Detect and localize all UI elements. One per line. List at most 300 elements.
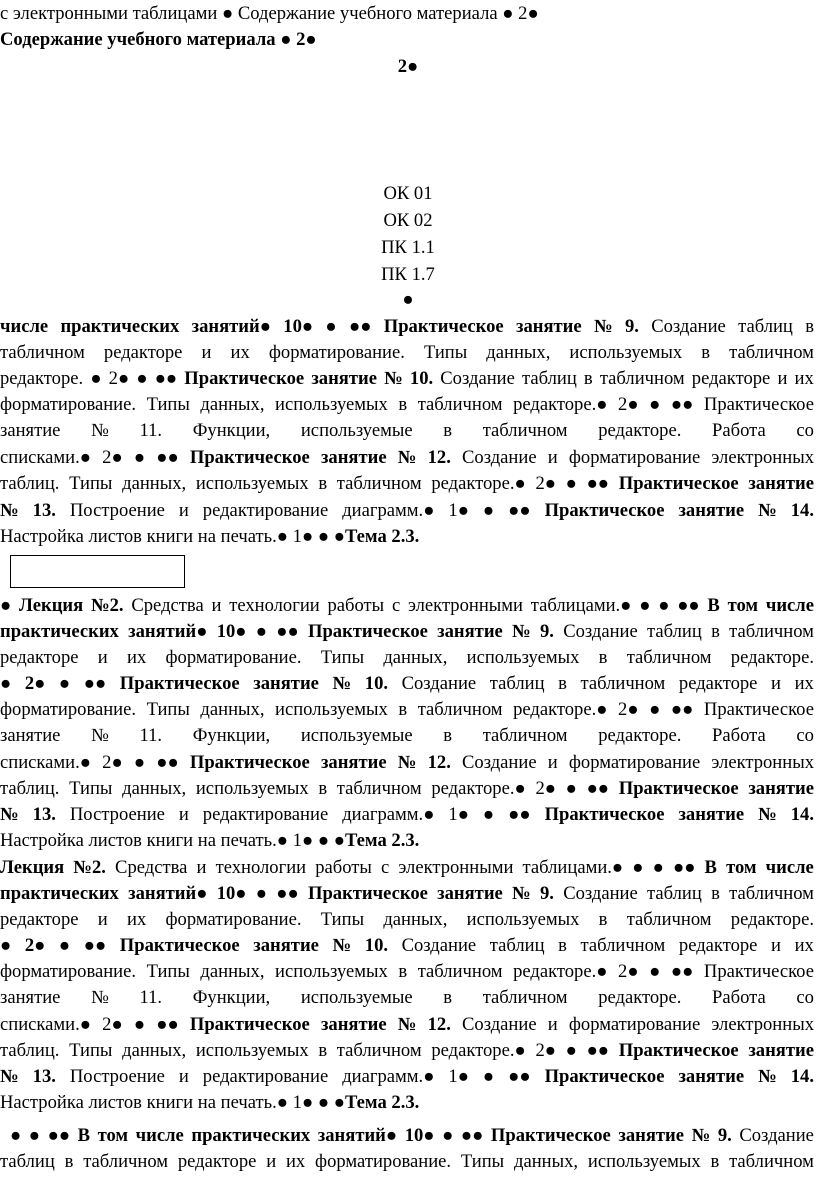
word: ●●: [670, 699, 694, 720]
word: редакторе.●: [513, 394, 608, 415]
word: 1●: [448, 500, 469, 521]
word: 2●: [102, 752, 123, 773]
word: Работа: [712, 420, 766, 441]
word: в: [805, 316, 814, 337]
word: занятие: [678, 804, 745, 825]
word: Типы: [146, 394, 190, 415]
word: практических: [0, 621, 119, 642]
paragraph-line: [0, 882, 816, 906]
word: табличном: [336, 1040, 422, 1061]
word: ●: [658, 595, 670, 616]
word: ●●: [156, 447, 179, 468]
competence-code: ПК 1.1: [381, 237, 435, 258]
word: и: [547, 1014, 558, 1035]
word: 1●: [292, 526, 314, 547]
word: их: [127, 909, 147, 930]
paragraph-line: [0, 367, 816, 391]
word: в: [398, 961, 408, 982]
word: и: [547, 447, 558, 468]
word: ●●: [672, 857, 696, 878]
paragraph-line: [0, 934, 816, 958]
word: 13.: [32, 804, 56, 825]
word: 11.: [139, 420, 163, 441]
word: форматирование: [568, 752, 701, 773]
word: в: [318, 1040, 328, 1061]
word: Типы: [320, 647, 365, 668]
word: и: [547, 752, 558, 773]
word: данных,: [122, 473, 187, 494]
word: ●: [442, 1125, 454, 1146]
word: табличном: [729, 883, 814, 904]
word: табличном: [417, 699, 503, 720]
word: в: [318, 778, 328, 799]
word: форматирование.: [165, 909, 302, 930]
word: редакторе: [103, 342, 183, 363]
word: ●: [136, 368, 148, 389]
paragraph-line: [0, 698, 816, 722]
word: данных,: [486, 342, 551, 363]
word: в: [598, 647, 608, 668]
word: таблицами.●: [522, 857, 624, 878]
word: таблиц.: [0, 473, 60, 494]
word: Лекция: [0, 857, 65, 878]
word: №: [332, 935, 352, 956]
word: Практическое: [544, 500, 665, 521]
word: Типы: [69, 778, 113, 799]
paragraph-line: [0, 751, 816, 775]
word: ●: [133, 447, 146, 468]
competence-code: ОК 01: [383, 183, 433, 204]
paragraph-line: [0, 315, 816, 339]
word: используемых: [569, 342, 683, 363]
word: ●●: [276, 621, 299, 642]
word: табличном: [0, 342, 85, 363]
word: ●●: [508, 1066, 531, 1087]
paragraph-line: [0, 594, 816, 618]
word: Практическое: [119, 935, 240, 956]
word: числе: [765, 857, 814, 878]
word: книги: [146, 526, 194, 547]
word: занятие: [0, 725, 61, 746]
word: 1●: [292, 1092, 314, 1113]
word: занятие: [0, 987, 61, 1008]
word: Типы: [423, 342, 468, 363]
paragraph-line: [0, 724, 816, 748]
competence-code: ОК 02: [383, 210, 433, 231]
word: в: [710, 1151, 720, 1172]
word: 10●: [216, 883, 247, 904]
word: в: [583, 368, 593, 389]
word: занятие: [253, 935, 319, 956]
word: редакторе.: [598, 725, 682, 746]
word: данных,: [383, 647, 448, 668]
word: 14.: [790, 804, 814, 825]
word: том: [97, 1125, 129, 1146]
word: 2●: [24, 673, 46, 694]
word: в: [443, 987, 453, 1008]
word: Настройка: [0, 526, 84, 547]
word: диаграмм.●: [342, 804, 435, 825]
word: занятий●: [128, 621, 208, 642]
word: форматирование: [568, 447, 701, 468]
word: ●Тема: [333, 830, 387, 851]
word: редакторе: [0, 909, 79, 930]
word: на: [197, 1092, 216, 1113]
word: печать.●: [220, 1092, 289, 1113]
word: редакторе.: [730, 647, 814, 668]
word: 10●: [216, 621, 247, 642]
word: занятий●: [128, 883, 208, 904]
word: диаграмм.●: [342, 1066, 435, 1087]
paragraph-line: [0, 525, 816, 549]
word: используемых: [587, 1151, 701, 1172]
word: №: [512, 621, 531, 642]
word: занятие: [678, 1066, 745, 1087]
word: с: [381, 857, 390, 878]
word: и: [97, 909, 108, 930]
paragraph-line: [0, 856, 816, 880]
word: ●●: [83, 673, 107, 694]
word: списками.●: [0, 447, 92, 468]
word: и: [97, 647, 108, 668]
word: 10.: [364, 673, 389, 694]
word: Практическое: [544, 804, 665, 825]
word: редакторе.: [598, 420, 682, 441]
word: ●: [317, 1092, 330, 1113]
word: данных,: [200, 699, 265, 720]
word: числе: [765, 595, 814, 616]
word: с: [391, 595, 401, 616]
word: таблиц: [489, 673, 545, 694]
word: форматирование.: [268, 342, 405, 363]
word: в: [711, 621, 720, 642]
word: занятие: [618, 1125, 685, 1146]
word: ●: [649, 961, 661, 982]
word: ●: [482, 804, 495, 825]
word: №: [0, 804, 19, 825]
word: Настройка: [0, 1092, 84, 1113]
word: их: [230, 342, 250, 363]
word: №: [91, 420, 109, 441]
word: электронных: [711, 447, 814, 468]
word: табличном: [729, 1151, 814, 1172]
word: Практическое: [189, 1014, 310, 1035]
word: Функции,: [192, 420, 271, 441]
paragraph-line: [0, 646, 816, 670]
paragraph-line: [0, 777, 816, 801]
word: Создание: [651, 316, 726, 337]
word: редакторе.●: [513, 699, 608, 720]
word: 9.: [624, 316, 639, 337]
word: со: [796, 725, 814, 746]
word: Типы: [69, 1040, 113, 1061]
word: ●: [639, 595, 651, 616]
word: табличном: [336, 778, 422, 799]
word: и: [178, 500, 189, 521]
word: В: [707, 595, 720, 616]
word: книги: [146, 830, 194, 851]
paragraph-line: [0, 393, 816, 417]
word: ●: [482, 1066, 495, 1087]
word: занятий●: [191, 316, 271, 337]
word: Создание: [563, 621, 638, 642]
word: данных,: [514, 1151, 579, 1172]
word: и: [266, 1151, 277, 1172]
word: таблиц.: [0, 1040, 60, 1061]
word: их: [127, 647, 147, 668]
word: в: [398, 699, 408, 720]
word: табличном: [580, 935, 666, 956]
word: 11.: [139, 725, 163, 746]
word: 2●: [535, 778, 556, 799]
word: В: [77, 1125, 91, 1146]
word: ●●: [276, 883, 299, 904]
word: редакторе.●: [431, 778, 526, 799]
word: Практическое: [703, 961, 814, 982]
word: используемых: [195, 1040, 309, 1061]
paragraph-line: [0, 1013, 816, 1037]
word: редакторе: [0, 647, 79, 668]
word: числе: [135, 1125, 184, 1146]
word: Практическое: [618, 1040, 739, 1061]
word: ●: [649, 699, 661, 720]
word: Создание: [563, 883, 638, 904]
word: форматирование.: [0, 394, 137, 415]
word: ●●: [586, 473, 610, 494]
word: таблицами.●: [530, 595, 632, 616]
word: и: [178, 804, 189, 825]
word: используемых: [195, 473, 309, 494]
word: ●●: [154, 368, 178, 389]
word: используемые: [300, 725, 413, 746]
word: занятие: [320, 447, 387, 468]
word: ●: [317, 830, 330, 851]
word: практических: [60, 316, 180, 337]
word: Создание: [401, 673, 477, 694]
word: ●: [565, 473, 577, 494]
word: редакторе: [691, 368, 771, 389]
word: занятие: [748, 473, 814, 494]
paragraph-line: [0, 472, 816, 496]
word: в: [558, 673, 567, 694]
word: 11.: [139, 987, 163, 1008]
word: и: [771, 935, 781, 956]
word: редакторе.●: [431, 473, 526, 494]
word: Построение: [69, 1066, 165, 1087]
word: редактирование: [202, 500, 329, 521]
word: книги: [146, 1092, 194, 1113]
word: ●●: [460, 1125, 484, 1146]
word: ●: [58, 673, 71, 694]
word: в: [598, 909, 608, 930]
word: Практическое: [703, 699, 814, 720]
paragraph-line: [0, 1150, 816, 1174]
word: ●●: [586, 1040, 610, 1061]
word: Типы: [146, 961, 190, 982]
word: 2.3.: [391, 526, 420, 547]
word: технологии: [215, 857, 307, 878]
word: 10.: [364, 935, 389, 956]
word: ●: [28, 1125, 41, 1146]
word: табличном: [417, 394, 503, 415]
word: редакторе.●: [431, 1040, 526, 1061]
paragraph-line: [0, 499, 816, 523]
word: Работа: [712, 725, 766, 746]
word: №: [0, 500, 19, 521]
word: списками.●: [0, 752, 92, 773]
competence-code: ПК 1.7: [381, 264, 435, 285]
word: листов: [88, 830, 142, 851]
word: 2●: [535, 1040, 556, 1061]
word: редакторе.: [598, 987, 682, 1008]
word: используемых: [275, 699, 388, 720]
word: на: [197, 526, 216, 547]
word: Практическое: [490, 1125, 611, 1146]
word: работы: [315, 857, 372, 878]
word: списками.●: [0, 1014, 92, 1035]
word: Практическое: [119, 673, 240, 694]
word: ●: [565, 1040, 577, 1061]
word: №: [397, 1014, 417, 1035]
paragraph-line: [0, 1065, 816, 1089]
word: занятие: [678, 500, 745, 521]
word: данных,: [200, 394, 265, 415]
word: ●●: [677, 595, 700, 616]
word: технологии: [229, 595, 320, 616]
word: №: [758, 804, 777, 825]
word: 2●: [535, 473, 556, 494]
word: Практическое: [307, 621, 428, 642]
word: 1●: [448, 804, 469, 825]
word: 1●: [448, 1066, 469, 1087]
word: таблиц.: [0, 778, 60, 799]
word: №: [691, 1125, 711, 1146]
word: ●●: [156, 752, 179, 773]
word: Создание: [739, 1125, 814, 1146]
word: данных,: [122, 778, 187, 799]
word: Создание: [462, 447, 537, 468]
word: табличном: [482, 420, 568, 441]
word: ●: [10, 1125, 22, 1146]
word: Практическое: [189, 447, 310, 468]
word: Практическое: [618, 778, 739, 799]
word: табличном: [626, 647, 712, 668]
word: Практическое: [703, 394, 814, 415]
word: их: [794, 368, 814, 389]
word: в: [711, 883, 720, 904]
word: табличном: [580, 673, 666, 694]
word: в: [443, 725, 453, 746]
word: №2.: [90, 595, 124, 616]
word: №: [512, 883, 531, 904]
bullet-marker: ●: [402, 289, 414, 310]
word: ●: [90, 368, 102, 389]
word: ●: [255, 621, 268, 642]
word: ●●: [47, 1125, 71, 1146]
word: редакторе: [678, 935, 758, 956]
word: таблиц: [647, 883, 702, 904]
paragraph-line: [0, 986, 816, 1010]
paragraph-line: [0, 341, 816, 365]
paragraph-line: [0, 446, 816, 470]
word: редакторе.: [0, 368, 84, 389]
word: ●Тема: [333, 526, 387, 547]
word: 1●: [292, 830, 314, 851]
word: электронных: [711, 752, 814, 773]
paragraph-line: [0, 908, 816, 932]
word: 14.: [790, 1066, 814, 1087]
word: №: [332, 673, 352, 694]
word: 12.: [427, 1014, 451, 1035]
word: занятие: [311, 368, 377, 389]
word: ●●: [348, 316, 372, 337]
word: ●: [0, 935, 12, 956]
paragraph-line: [0, 672, 816, 696]
word: данных,: [200, 961, 265, 982]
word: в: [443, 420, 453, 441]
word: занятие: [320, 1014, 387, 1035]
word: ●: [133, 1014, 146, 1035]
word: форматирование.: [315, 1151, 452, 1172]
word: 2●: [618, 961, 639, 982]
word: №: [397, 447, 417, 468]
word: 2.3.: [391, 830, 420, 851]
word: Настройка: [0, 830, 84, 851]
word: и: [777, 368, 788, 389]
word: В: [704, 857, 717, 878]
word: 2●: [24, 935, 46, 956]
word: листов: [88, 1092, 142, 1113]
word: ●: [0, 673, 12, 694]
word: и: [178, 1066, 189, 1087]
word: 2●: [102, 1014, 123, 1035]
word: ●: [632, 857, 644, 878]
word: используемых: [275, 394, 388, 415]
word: на: [197, 830, 216, 851]
word: занятие: [437, 621, 503, 642]
word: электронными: [407, 595, 524, 616]
word: занятие: [748, 1040, 814, 1061]
word: занятие: [0, 420, 61, 441]
word: 9.: [539, 621, 554, 642]
word: форматирование.: [0, 699, 137, 720]
word: работы: [327, 595, 385, 616]
word: и: [211, 595, 222, 616]
word: ●: [652, 857, 664, 878]
word: ●: [58, 935, 71, 956]
paragraph-line: [0, 960, 816, 984]
word: ●●: [586, 778, 610, 799]
word: табличном: [482, 987, 568, 1008]
word: используемых: [466, 647, 580, 668]
word: табличном: [729, 342, 814, 363]
word: 2●: [108, 368, 130, 389]
word: электронными: [398, 857, 514, 878]
word: ●: [325, 316, 337, 337]
word: №: [91, 725, 109, 746]
word: том: [727, 595, 759, 616]
word: Функции,: [192, 987, 271, 1008]
word: ●: [255, 883, 268, 904]
word: редактирование: [202, 804, 329, 825]
word: Типы: [460, 1151, 505, 1172]
word: ●●: [670, 394, 694, 415]
word: ●: [649, 394, 661, 415]
word: занятие: [437, 883, 503, 904]
paragraph-line: [0, 803, 816, 827]
word: №: [758, 500, 777, 521]
word: №: [91, 987, 109, 1008]
